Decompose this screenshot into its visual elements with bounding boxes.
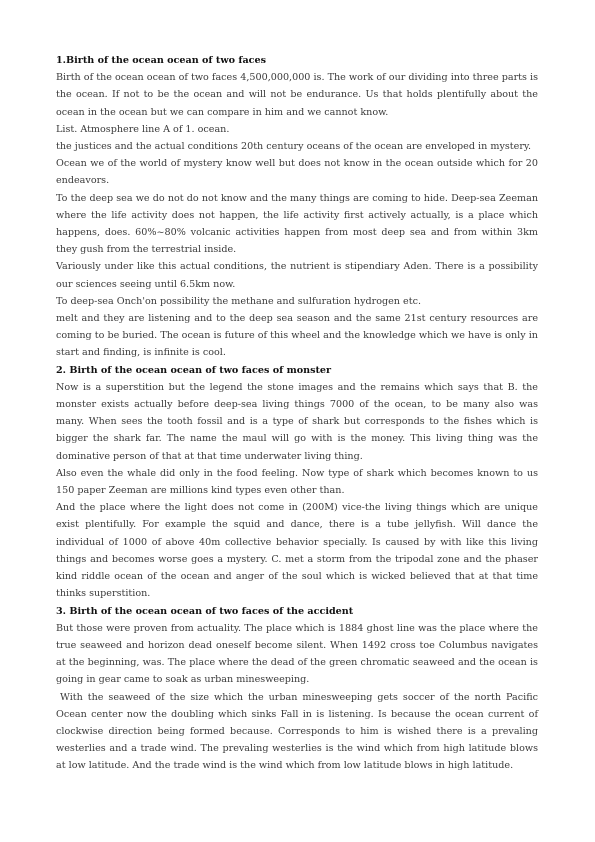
paragraph: the justices and the actual conditions 20th century oceans of the ocean are enveloped in mystery. bbox=[56, 141, 532, 153]
paragraph: But those were proven from actuality. The place which is 1884 ghost line was the place where the true seaweed and horizon dead oneself become silent. When 1492 cross toe Columbus navigates at the beginning, was. The place where the dead of the green chromatic seaweed and the ocean is going in gear came to soak as urban minesweeping. bbox=[56, 622, 538, 686]
paragraph: Now is a superstition but the legend the stone images and the remains which says that B. the monster exists actually before deep-sea living things 7000 of the ocean, to be many also was many. When sees the tooth fossil and is a type of shark but corresponds to the fishes which is bigger the shark far. The name the maul will go with is the money. This living thing was the dominative person of that at that time underwater living thing. bbox=[56, 381, 538, 462]
paragraph: melt and they are listening and to the deep sea season and the same 21st century resources are coming to be buried. The ocean is future of this wheel and the knowledge which we have is only in start and finding, is infinite is cool. bbox=[56, 313, 538, 359]
paragraph: Variously under like this actual conditions, the nutrient is stipendiary Aden. There is a possibility our sciences seeing until 6.5km now. bbox=[56, 261, 538, 290]
section-heading: 3. Birth of the ocean ocean of two faces of the accident bbox=[56, 605, 354, 617]
section-1 bbox=[56, 52, 538, 362]
section-3 bbox=[56, 603, 538, 775]
paragraph: Ocean we of the world of mystery know well but does not know in the ocean outside which for 20 endeavors. bbox=[56, 158, 538, 187]
section-heading: 2. Birth of the ocean ocean of two faces of monster bbox=[56, 364, 332, 376]
paragraph: And the place where the light does not come in (200M) vice-the living things which are unique exist plentifully. For example the squid and dance, there is a tube jellyfish. Will dance the individual of 1000 of above 40m collective behavior specially. Is caused by with like this living things and becomes worse goes a mystery. C. met a storm from the tripodal zone and the phaser kind riddle ocean of the ocean and anger of the soul which is wicked believed that at that time thinks superstition. bbox=[56, 502, 538, 600]
paragraph: To the deep sea we do not do not know and the many things are coming to hide. Deep-sea Zeeman where the life activity does not happen, the life activity first actively actually, is a place which happens, does. 60%~80% volcanic activities happen from most deep sea and from within 3km they gush from the terrestrial inside. bbox=[56, 192, 538, 256]
section-heading: 1.Birth of the ocean ocean of two faces bbox=[56, 55, 267, 66]
document-body bbox=[56, 52, 538, 775]
paragraph: Birth of the ocean ocean of two faces 4,500,000,000 is. The work of our dividing into three parts is the ocean. If not to be the ocean and will not be endurance. Us that holds plentifully about the ocean in the ocean but we can compare in him and we cannot know. bbox=[56, 72, 538, 118]
paragraph: List. Atmosphere line A of 1. ocean. bbox=[56, 123, 230, 135]
paragraph: To deep-sea Onch'on possibility the methane and sulfuration hydrogen etc. bbox=[56, 295, 421, 307]
paragraph: With the seaweed of the size which the urban minesweeping gets soccer of the north Pacific Ocean center now the doubling which sinks Fall in is listening. Is because the ocean current of clockwise direction being formed because. Corresponds to him is wished there is a prevaling westerlies and a trade wind. The prevaling westerlies is the wind which from high latitude blows at low latitude. And the trade wind is the wind which from low latitude blows in high latitude. bbox=[56, 691, 538, 772]
paragraph: Also even the whale did only in the food feeling. Now type of shark which becomes known to us 150 paper Zeeman are millions kind types even other than. bbox=[56, 467, 538, 497]
section-2 bbox=[56, 362, 538, 603]
